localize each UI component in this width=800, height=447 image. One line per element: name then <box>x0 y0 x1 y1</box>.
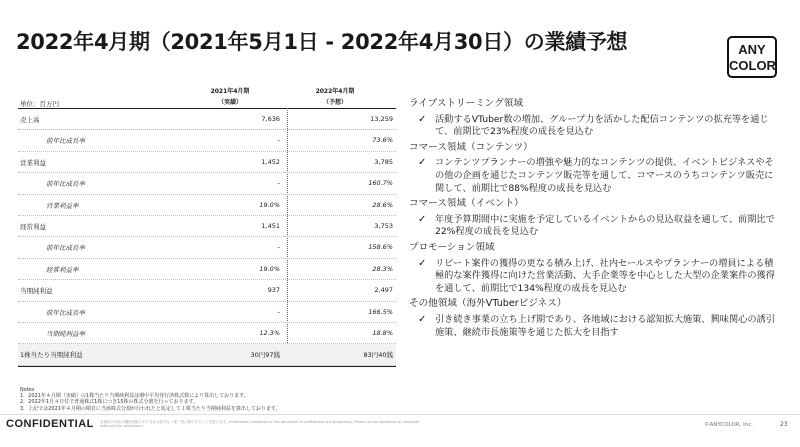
actual-value: 12.3% <box>259 329 280 337</box>
table-bottom-rule <box>18 366 396 367</box>
row-label: 当期純利益 <box>20 287 53 296</box>
page-number: 23 <box>780 421 788 428</box>
checkmark-icon: ✓ <box>418 213 427 225</box>
segment-title: プロモーション領域 <box>409 241 495 253</box>
table-row <box>18 302 396 323</box>
table-row <box>18 237 396 258</box>
note-line: 1．2021年４月期（実績）の1株当たり当期純利益は期中平均発行済株式数により算出しております。 <box>20 393 249 400</box>
segment-bullet <box>409 157 781 195</box>
row-label: 経常利益 <box>20 223 46 231</box>
logo-line-2: COLOR <box>729 58 776 73</box>
table-row <box>18 130 396 151</box>
logo-line-1: ANY <box>738 42 766 57</box>
forecast-value: 3,785 <box>374 157 393 166</box>
table-row <box>18 259 396 280</box>
column-header-actual <box>195 86 265 108</box>
company-logo <box>727 36 777 78</box>
segment-section <box>409 142 781 195</box>
table-row <box>18 323 396 344</box>
forecast-value: 3,753 <box>374 222 393 230</box>
segment-bullet <box>409 114 781 139</box>
forecast-value: 18.8% <box>372 329 393 337</box>
checkmark-icon: ✓ <box>418 313 427 325</box>
forecast-value: 73.6% <box>372 136 393 145</box>
segment-section <box>409 198 781 239</box>
forecast-value: 28.6% <box>372 200 393 209</box>
row-label: 経常利益率 <box>46 265 79 274</box>
row-label: 前年比成長率 <box>46 137 85 146</box>
table-row <box>18 280 396 301</box>
row-label: 営業利益率 <box>46 201 79 210</box>
segment-title: コマース領域（コンテンツ） <box>409 141 533 153</box>
segment-title: コマース領域（イベント） <box>409 198 524 210</box>
notes <box>20 387 281 412</box>
forecast-value: 28.3% <box>372 264 393 273</box>
copyright: ©ANYCOLOR, Inc. <box>704 422 754 428</box>
forecast-value: 2,497 <box>374 286 393 295</box>
actual-value: 937 <box>267 286 280 295</box>
table-row <box>18 344 396 365</box>
column-header-actual-type: （実績） <box>217 99 242 106</box>
actual-value: 30円97銭 <box>250 351 280 360</box>
checkmark-icon: ✓ <box>418 113 427 125</box>
table-row <box>18 216 396 237</box>
actual-value: - <box>277 179 280 188</box>
bullet-text: 活動するVTuber数の増加、グループ力を活かした配信コンテンツの拡充等を通じて、前期比で23%程度の成長を見込む <box>435 113 769 138</box>
forecast-value: 160.7% <box>368 179 393 188</box>
segment-bullet <box>409 214 781 239</box>
column-header-actual-year: 2021年4月期 <box>210 88 250 95</box>
segment-title: その他領域（海外VTuberビジネス） <box>409 298 567 310</box>
checkmark-icon: ✓ <box>418 257 427 269</box>
forecast-value: 166.5% <box>368 307 393 316</box>
bullet-text: 年度予算期間中に実施を予定しているイベントからの見込収益を通して、前期比で22%程度の成長を見込む <box>435 213 775 238</box>
page-title: 2022年4月期（2021年5月1日 - 2022年4月30日）の業績予想 <box>16 30 628 54</box>
row-label: 前年比成長率 <box>46 180 85 189</box>
actual-value: - <box>277 307 280 316</box>
column-header-forecast-year: 2022年4月期 <box>315 88 355 95</box>
table-row <box>18 195 396 216</box>
actual-value: 19.0% <box>259 264 280 273</box>
row-label: 前年比成長率 <box>46 244 85 253</box>
confidential-label: CONFIDENTIAL <box>6 418 94 430</box>
row-label: 前年比成長率 <box>46 308 85 317</box>
segment-section <box>409 98 781 139</box>
column-header-forecast <box>300 86 370 108</box>
notes-heading: Notes <box>20 387 35 393</box>
forecast-value: 158.6% <box>368 243 393 252</box>
table-row <box>18 152 396 173</box>
column-header-forecast-type: （予想） <box>322 99 347 106</box>
actual-value: 7,636 <box>261 115 280 123</box>
segment-section <box>409 242 781 295</box>
actual-value: - <box>277 243 280 252</box>
checkmark-icon: ✓ <box>418 157 427 169</box>
row-label: 売上高 <box>20 116 40 124</box>
bullet-text: コンテンツプランナーの増強や魅力的なコンテンツの提供、イベントビジネスやその他の企画を通じたコンテンツ販売等を通して、コマースのうちコンテンツ販売に関して、前期比で88%程度の成長を見込む <box>435 157 774 194</box>
table-row <box>18 109 396 130</box>
actual-value: - <box>277 136 280 145</box>
segment-section <box>409 298 781 339</box>
row-label: 1株当たり当期純利益 <box>20 351 83 360</box>
forecast-value: 13,259 <box>370 115 393 123</box>
note-line: 2．2022年1月４日付で普通株式1株につき15株の株式分割を行っております。 <box>20 399 199 406</box>
footer-rule <box>0 414 800 415</box>
actual-value: 1,452 <box>261 157 280 166</box>
confidential-notice: 本資料の内容は機密情報であり当社の許可なく第三者に開示することを禁じます。Information contained in this document is confidential and proprietary. Please do not reproduce or distribute without prior permission. <box>100 420 420 429</box>
actual-value: 1,451 <box>261 222 280 230</box>
segment-outlook-list <box>409 98 781 342</box>
bullet-text: 引き続き事業の立ち上げ期であり、各地域における認知拡大施策、興味関心の誘引施策、継続市長施策等を通じた拡大を目指す <box>435 313 775 338</box>
table-row <box>18 173 396 194</box>
actual-value: 19.0% <box>259 200 280 209</box>
segment-title: ライブストリーミング領域 <box>409 98 523 109</box>
segment-bullet <box>409 258 781 296</box>
row-label: 当期純利益率 <box>46 330 85 338</box>
bullet-text: リピート案件の獲得の更なる積み上げ、社内セールスやプランナーの増員による積極的な案件獲得に向けた営業活動、大手企業等を中心とした大型の企業案件の獲得を通して、前期比で134%程度の成長を見込む <box>435 257 775 294</box>
segment-bullet <box>409 314 781 339</box>
note-line: 3．上記では2021年４月期の期首に当該株式分割が行われたと仮定して１株当たり当期純利益を算出しております。 <box>20 405 281 412</box>
row-label: 営業利益 <box>20 158 46 167</box>
forecast-value: 83円40銭 <box>363 351 393 360</box>
unit-label: 単位：百万円 <box>20 100 59 108</box>
